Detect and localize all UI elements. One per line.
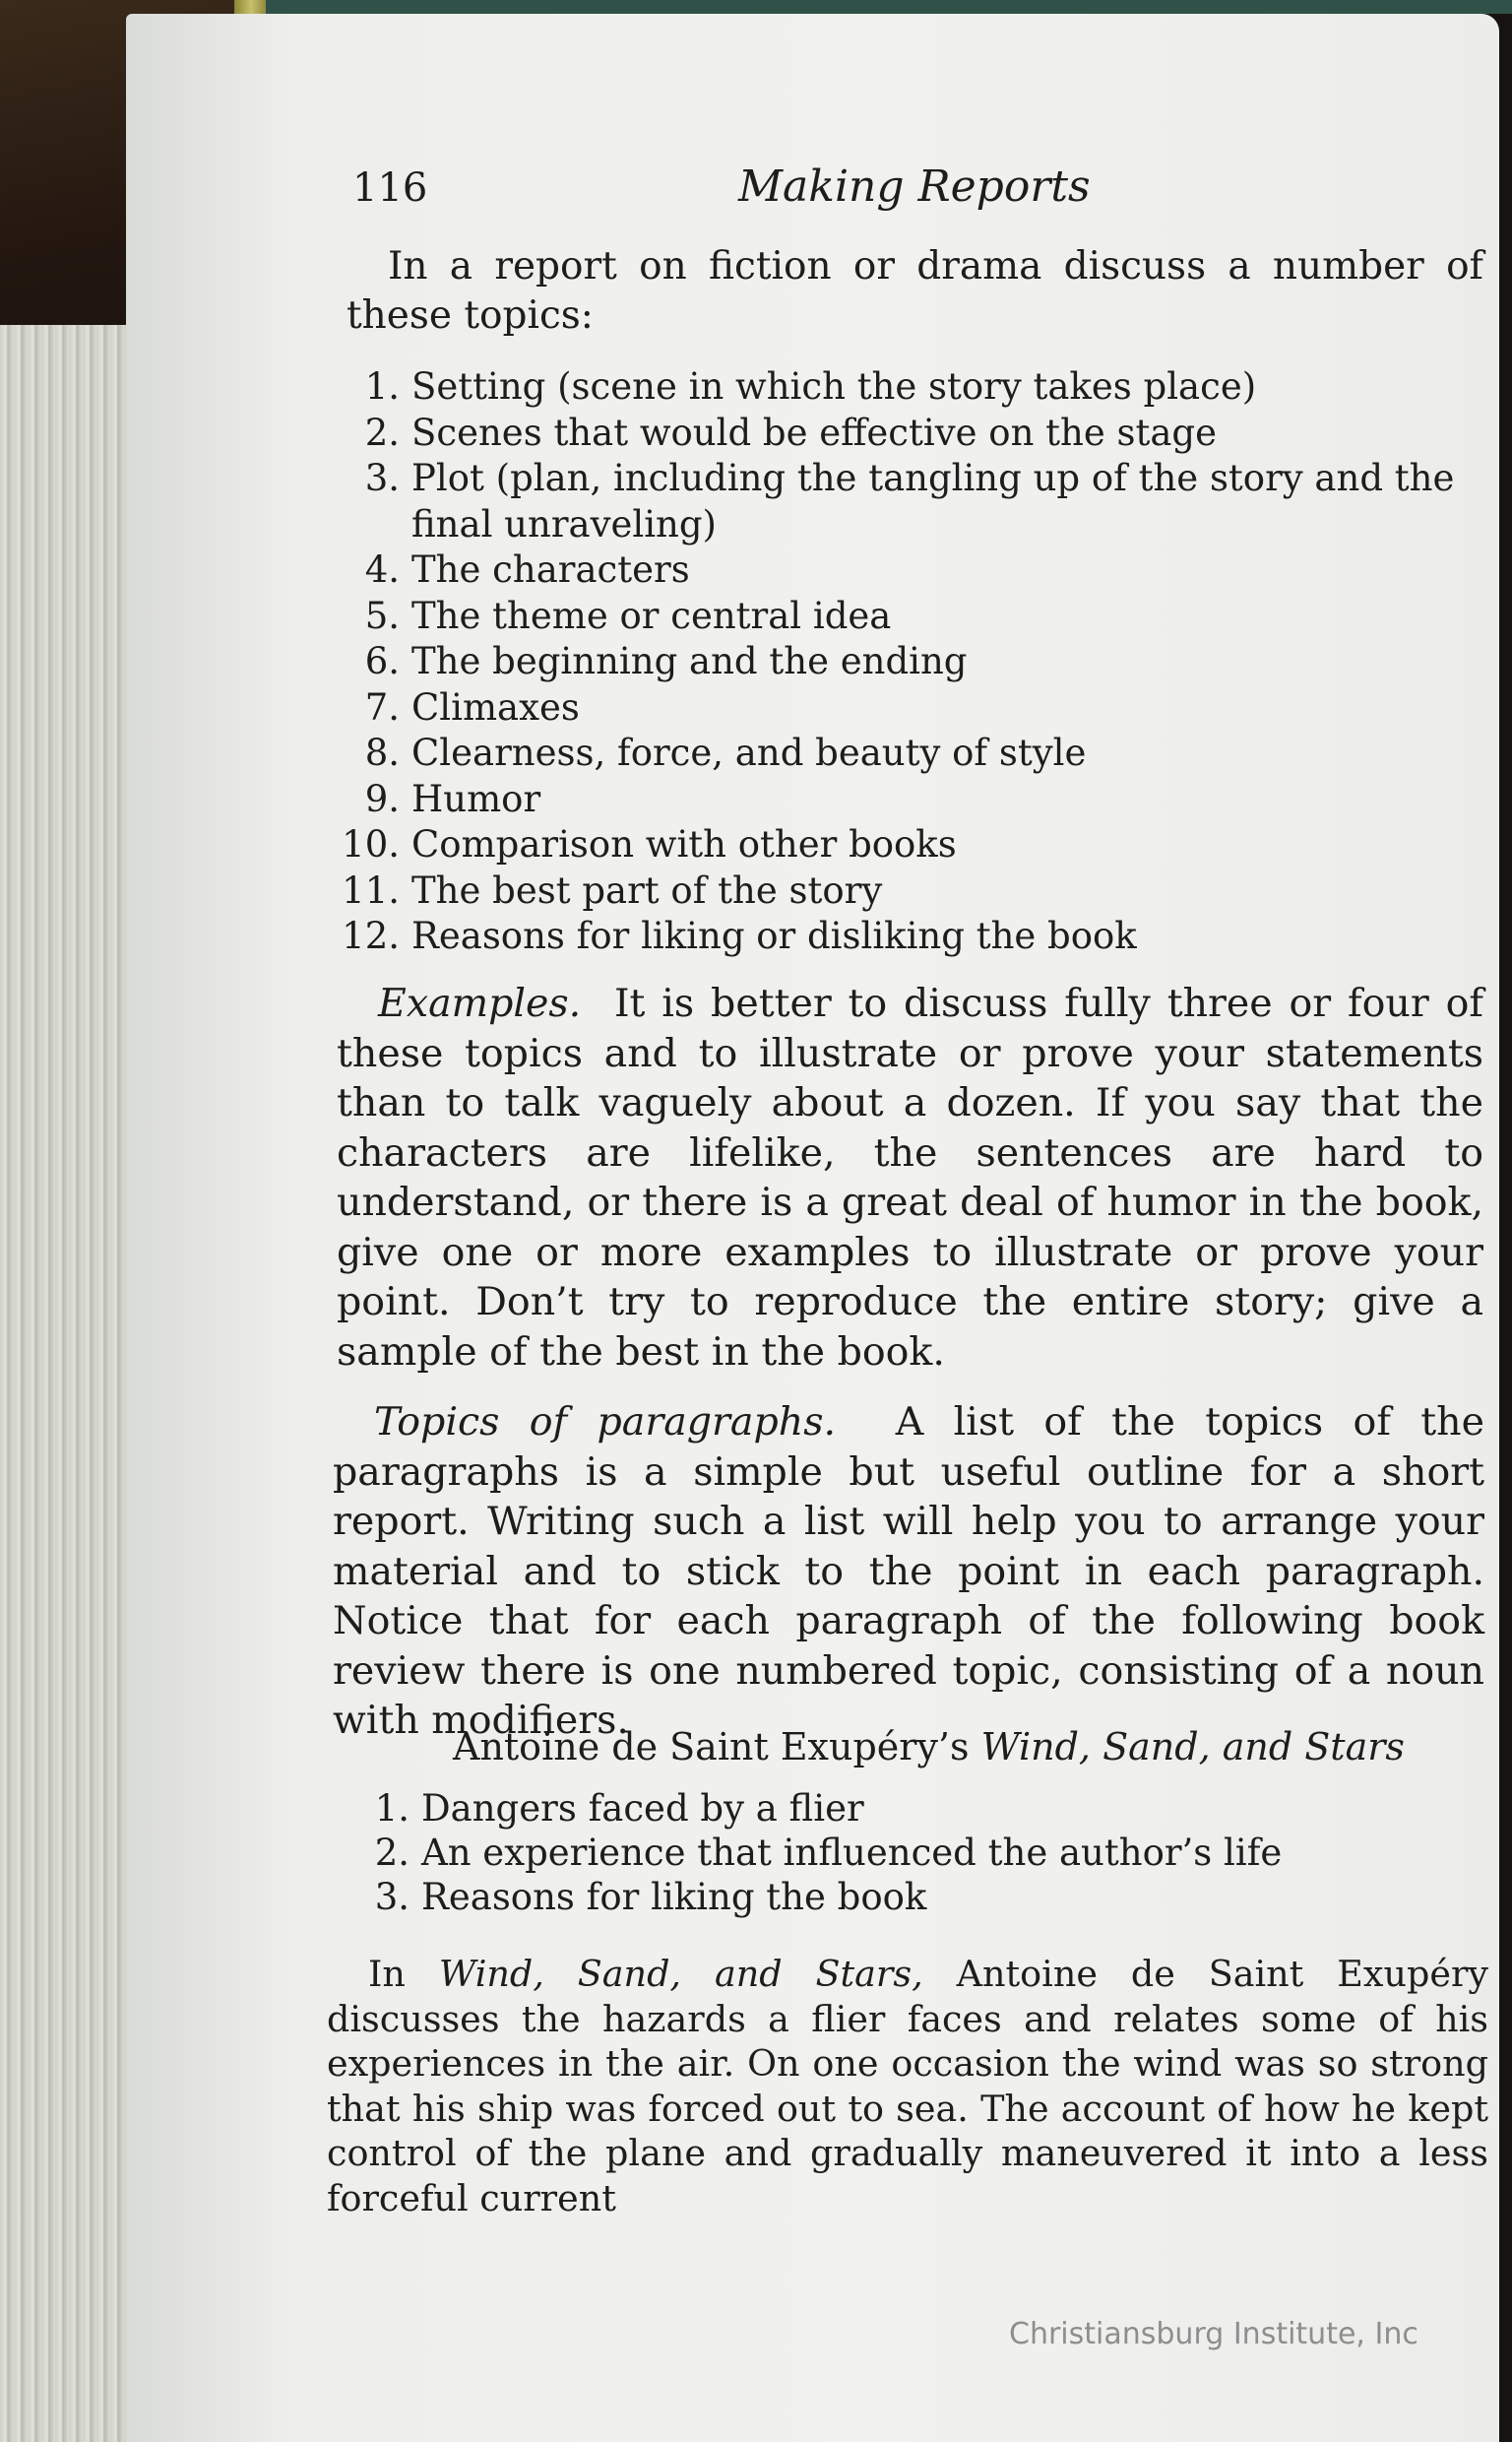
topics-lead: Topics of paragraphs. bbox=[374, 1399, 837, 1445]
list-item-text: Dangers faced by a flier bbox=[421, 1787, 864, 1830]
list-item-number: 1. bbox=[374, 1787, 410, 1830]
examples-paragraph bbox=[337, 979, 1483, 1377]
list-item-text: Comparison with other books bbox=[411, 823, 957, 866]
list-item bbox=[335, 456, 1477, 547]
topics-body: A list of the topics of the paragraphs is a simple but useful outline for a short report. Writing such a list will help you to arrange your material and to stick to the point in each paragraph. Notice that for each paragraph of the following book review there is one numbered topic, consisting of a noun with modifiers. bbox=[333, 1399, 1484, 1743]
page-stack-edge bbox=[0, 325, 138, 2442]
list-item bbox=[335, 777, 1477, 823]
intro-text: In a report on fiction or drama discuss a number of these topics: bbox=[346, 244, 1483, 338]
list-item bbox=[335, 411, 1477, 457]
examples-body: It is better to discuss fully three or four of these topics and to illustrate or prove your statements than to talk vaguely about a dozen. If you say that the characters are lifelike, the sentences are hard to understand, or there is a great deal of humor in the book, give one or more examples to illustrate or prove your point. Don’t try to reproduce the entire story; give a sample of the best in the book. bbox=[337, 981, 1483, 1375]
list-item bbox=[335, 639, 1477, 685]
list-item-number: 8. bbox=[364, 732, 400, 774]
review-author: Antoine de Saint Exupéry’s bbox=[453, 1725, 970, 1768]
list-item-text: Setting (scene in which the story takes place) bbox=[411, 365, 1257, 408]
cover-edge bbox=[266, 0, 1512, 14]
list-item-text: The best part of the story bbox=[411, 868, 883, 912]
list-item-number: 5. bbox=[364, 594, 400, 637]
review-para-body: Antoine de Saint Exupéry discusses the hazards a flier faces and relates some of his experiences in the air. On one occasion the wind was so strong that his ship was forced out to sea. The account of how he kept control of the plane and gradually maneuvered it into a less forceful current bbox=[327, 1953, 1489, 2219]
running-head: Making Reports bbox=[738, 161, 1091, 212]
review-book-title: Wind, Sand, and Stars bbox=[980, 1725, 1405, 1768]
topics-list bbox=[335, 364, 1477, 960]
watermark-text: Christiansburg Institute, Inc bbox=[1009, 2317, 1418, 2351]
page-header bbox=[217, 161, 1477, 221]
review-para-title: Wind, Sand, and Stars, bbox=[438, 1953, 923, 1995]
topics-paragraph bbox=[333, 1397, 1484, 1746]
page-number: 116 bbox=[352, 165, 428, 211]
intro-paragraph bbox=[346, 242, 1483, 341]
list-item-number: 11. bbox=[342, 868, 400, 912]
list-item-number: 9. bbox=[364, 777, 400, 820]
list-item-number: 6. bbox=[364, 640, 400, 682]
list-item bbox=[335, 914, 1477, 960]
list-item-number: 3. bbox=[364, 457, 400, 499]
review-title bbox=[453, 1725, 1405, 1768]
list-item-number: 12. bbox=[342, 915, 400, 957]
list-item-number: 1. bbox=[364, 365, 400, 408]
list-item-text: Humor bbox=[411, 777, 541, 820]
examples-lead: Examples. bbox=[378, 981, 582, 1026]
list-item-text: The theme or central idea bbox=[411, 594, 892, 637]
list-item bbox=[335, 822, 1477, 868]
list-item bbox=[345, 1786, 1427, 1831]
list-item-text: Reasons for liking the book bbox=[421, 1876, 927, 1918]
list-item-text: Climaxes bbox=[411, 685, 580, 729]
list-item bbox=[335, 731, 1477, 777]
list-item bbox=[335, 868, 1477, 915]
list-item-text: Reasons for liking or disliking the book bbox=[411, 915, 1137, 957]
review-para-start: In bbox=[368, 1953, 406, 1995]
list-item-text: An experience that influenced the author’s life bbox=[421, 1832, 1283, 1874]
list-item-number: 7. bbox=[364, 685, 400, 729]
list-item bbox=[335, 594, 1477, 640]
review-outline-list bbox=[345, 1786, 1427, 1919]
list-item bbox=[335, 547, 1477, 594]
list-item bbox=[335, 685, 1477, 732]
list-item-number: 2. bbox=[364, 411, 400, 454]
list-item bbox=[335, 364, 1477, 411]
list-item-text: Scenes that would be effective on the stage bbox=[411, 411, 1218, 454]
review-paragraph bbox=[327, 1952, 1488, 2220]
list-item bbox=[345, 1831, 1427, 1875]
list-item-number: 2. bbox=[374, 1832, 410, 1874]
list-item-number: 4. bbox=[364, 548, 400, 591]
book-page bbox=[126, 14, 1499, 2442]
list-item-text: Plot (plan, including the tangling up of the story and the final unraveling) bbox=[411, 457, 1455, 546]
list-item-number: 3. bbox=[374, 1876, 410, 1918]
list-item bbox=[345, 1875, 1427, 1919]
list-item-number: 10. bbox=[342, 823, 400, 866]
list-item-text: Clearness, force, and beauty of style bbox=[411, 732, 1087, 774]
list-item-text: The beginning and the ending bbox=[411, 640, 968, 682]
list-item-text: The characters bbox=[411, 548, 690, 591]
